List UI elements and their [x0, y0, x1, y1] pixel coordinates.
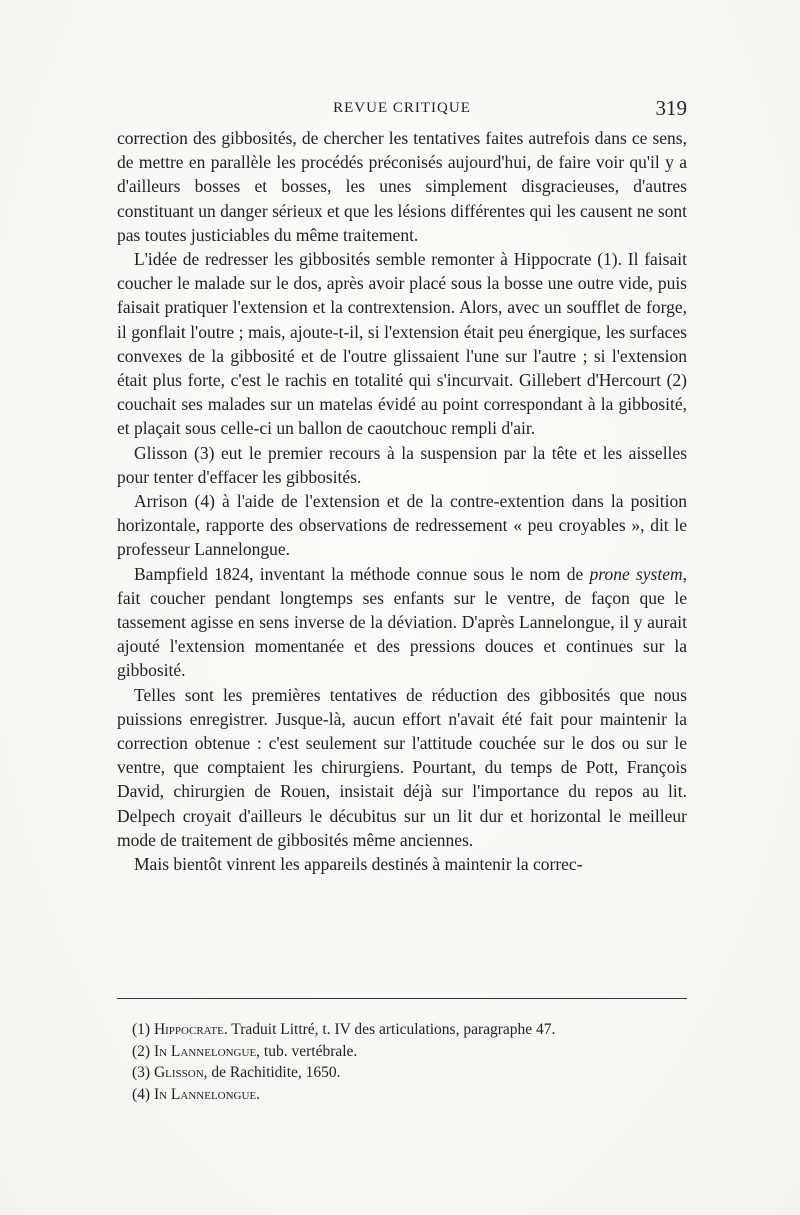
page-number: 319 — [655, 96, 687, 120]
footnote-author: Glisson — [153, 1064, 204, 1081]
paragraph: Glisson (3) eut le premier recours à la suspension par la tête et les aisselles pour tenter d'effacer les gibbosités. — [117, 442, 687, 487]
paragraph-text: , fait coucher pendant longtemps ses enfants sur le ventre, de façon que le tassement agisse en sens inverse de la déviation. D'après Lannelongue, il y aurait ajouté l'extension momentanée et des pressions douces et continues sur la gibbosité. — [117, 563, 687, 681]
footnote-author: In Lannelongue — [153, 1085, 257, 1103]
footnote — [132, 1019, 687, 1041]
running-head: REVUE CRITIQUE — [333, 100, 471, 116]
paragraph: L'idée de redresser les gibbosités semble remonter à Hippocrate (1). Il faisait coucher le malade sur le dos, après avoir placé sous la bosse une outre vide, puis faisait pratiquer l'extension et la contrextension. Alors, avec un soufflet de forge, il gonflait l'outre ; mais, ajoute-t-il, si l'extension était peu énergique, les surfaces convexes de la gibbosité et de l'outre glissaient l'une sur l'autre ; si l'extension était plus forte, c'est le rachis en totalité qui s'incurvait. Gillebert d'Hercourt (2) couchait ses malades sur un matelas évidé au point correspondant à la gibbosité, et plaçait sous celle-ci un ballon de caoutchouc rempli d'air. — [117, 249, 687, 439]
paragraph-text: Bampfield 1824, inventant la méthode connue sous le nom de — [134, 563, 590, 584]
footnote-author: Hippocrate — [153, 1021, 224, 1038]
page-header — [117, 96, 687, 122]
footnote-text: , de Rachitidite, 1650. — [203, 1064, 341, 1081]
footnote-divider — [117, 998, 687, 999]
italic-term: prone system — [589, 563, 683, 584]
footnote-number: (3) — [132, 1064, 151, 1081]
footnote — [132, 1062, 687, 1084]
paragraph: Telles sont les premières tentatives de réduction des gibbosités que nous puissions enregistrer. Jusque-là, aucun effort n'avait été fait pour maintenir la correction obtenue : c'est seulement sur l'attitude couchée sur le dos ou sur le ventre, que comptaient les chirurgiens. Pourtant, du temps de Pott, François David, chirurgien de Rouen, insistait déjà sur l'importance du repos au lit. Delpech croyait d'ailleurs le décubitus sur un lit dur et horizontal le meilleur mode de traitement de gibbosités même anciennes. — [117, 684, 687, 850]
paragraph — [117, 562, 687, 683]
footnote-text: , tub. vertébrale. — [256, 1042, 358, 1060]
footnotes — [132, 1019, 687, 1105]
paragraph: correction des gibbosités, de chercher les tentatives faites autrefois dans ce sens, de mettre en parallèle les procédés préconisés aujourd'hui, de faire voir qu'il y a d'ailleurs bosses et bosses, les unes simplement disgracieuses, d'autres constituant un danger sérieux et que les lésions différentes qui les causent ne sont pas toutes justiciables du même traitement. — [117, 128, 687, 245]
footnote-number: (1) — [132, 1021, 151, 1038]
footnote-text: . Traduit Littré, t. IV des articulations, paragraphe 47. — [223, 1021, 556, 1038]
footnote — [132, 1084, 687, 1106]
footnote — [132, 1041, 687, 1063]
footnote-number: (4) — [132, 1085, 151, 1103]
paragraph: Arrison (4) à l'aide de l'extension et de la contre-extention dans la position horizontale, rapporte des observations de redressement « peu croyables », dit le professeur Lannelongue. — [117, 491, 687, 560]
footnote-number: (2) — [132, 1042, 151, 1060]
footnote-text: . — [256, 1085, 261, 1103]
body-text — [117, 126, 687, 876]
paragraph: Mais bientôt vinrent les appareils destinés à maintenir la correc- — [134, 854, 583, 875]
footnote-author: In Lannelongue — [153, 1042, 257, 1060]
